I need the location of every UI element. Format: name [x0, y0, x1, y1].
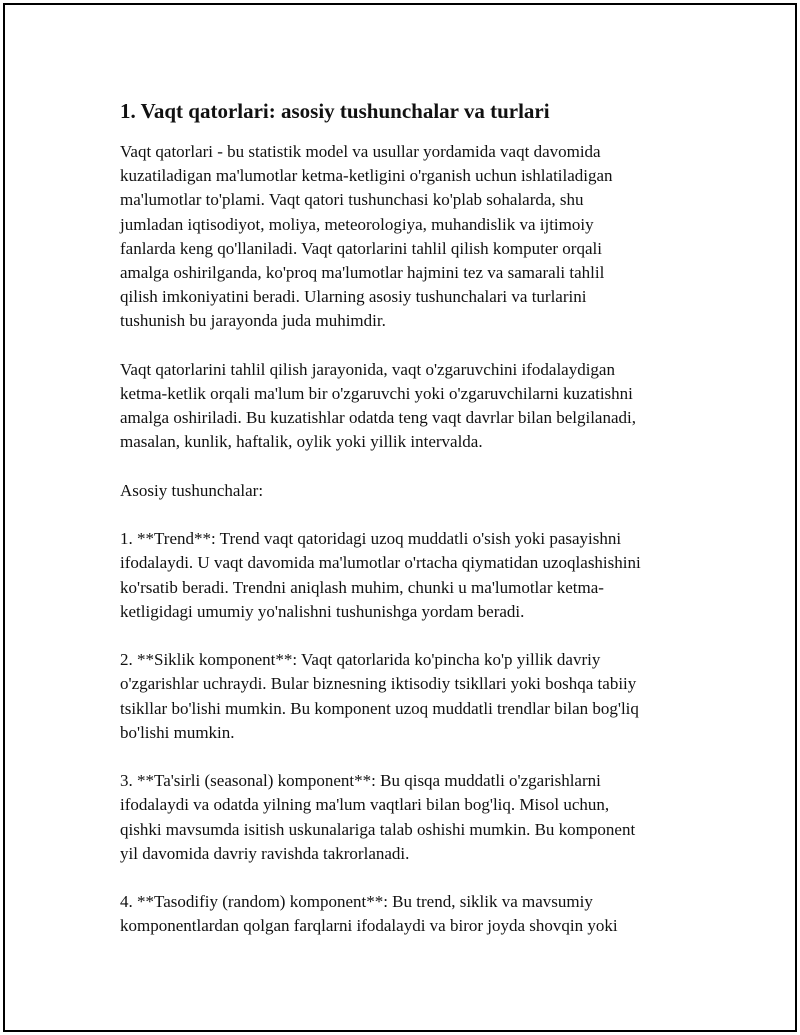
paragraph-trend: 1. **Trend**: Trend vaqt qatoridagi uzoq muddatli o'sish yoki pasayishni ifodalaydi. U vaqt davomida ma'lumotlar o'rtacha qiymatidan uzoqlashishini ko'rsatib beradi. Trendni aniqlash muhim, chunki u ma'lumotlar ketma- ketligidagi umumiy yo'nalishni tushunishga yordam beradi. [120, 529, 641, 621]
document-body [120, 97, 700, 963]
paragraph-intro: Vaqt qatorlari - bu statistik model va usullar yordamida vaqt davomida kuzatiladigan ma'lumotlar ketma-ketligini o'rganish uchun ishlatiladigan ma'lumotlar to'plami. Vaqt qatori tushunchasi ko'plab sohalarda, shu jumladan iqtisodiyot, moliya, meteorologiya, muhandislik va ijtimoiy fanlarda keng qo'llaniladi. Vaqt qatorlarini tahlil qilish komputer orqali amalga oshirilganda, ko'proq ma'lumotlar hajmini tez va samarali tahlil qilish imkoniyatini beradi. Ularning asosiy tushunchalari va turlarini tushunish bu jarayonda juda muhimdir. [120, 142, 613, 331]
paragraph-basic-concepts-heading: Asosiy tushunchalar: [120, 480, 264, 500]
document-title: 1. Vaqt qatorlari: asosiy tushunchalar va turlari [120, 99, 550, 123]
paragraph-random: 4. **Tasodifiy (random) komponent**: Bu trend, siklik va mavsumiy komponentlardan qolgan farqlarni ifodalaydi va biror joyda shovqin yoki [120, 892, 618, 936]
paragraph-analysis: Vaqt qatorlarini tahlil qilish jarayonida, vaqt o'zgaruvchini ifodalaydigan ketma-ketlik orqali ma'lum bir o'zgaruvchi yoki o'zgaruvchilarni kuzatishni amalga oshiriladi. Bu kuzatishlar odatda teng vaqt davrlar bilan belgilanadi, masalan, kunlik, haftalik, oylik yoki yillik intervalda. [120, 359, 636, 452]
document-page [3, 3, 797, 1032]
paragraph-seasonal: 3. **Ta'sirli (seasonal) komponent**: Bu qisqa muddatli o'zgarishlarni ifodalaydi va odatda yilning ma'lum vaqtlari bilan bog'liq. Misol uchun, qishki mavsumda isitish uskunalariga talab oshishi mumkin. Bu komponent yil davomida davriy ravishda takrorlanadi. [120, 771, 636, 863]
paragraph-cyclic: 2. **Siklik komponent**: Vaqt qatorlarida ko'pincha ko'p yillik davriy o'zgarishlar uchraydi. Bular biznesning iktisodiy tsikllari yoki boshqa tabiiy tsikllar bo'lishi mumkin. Bu komponent uzoq muddatli trendlar bilan bog'liq bo'lishi mumkin. [120, 650, 639, 742]
